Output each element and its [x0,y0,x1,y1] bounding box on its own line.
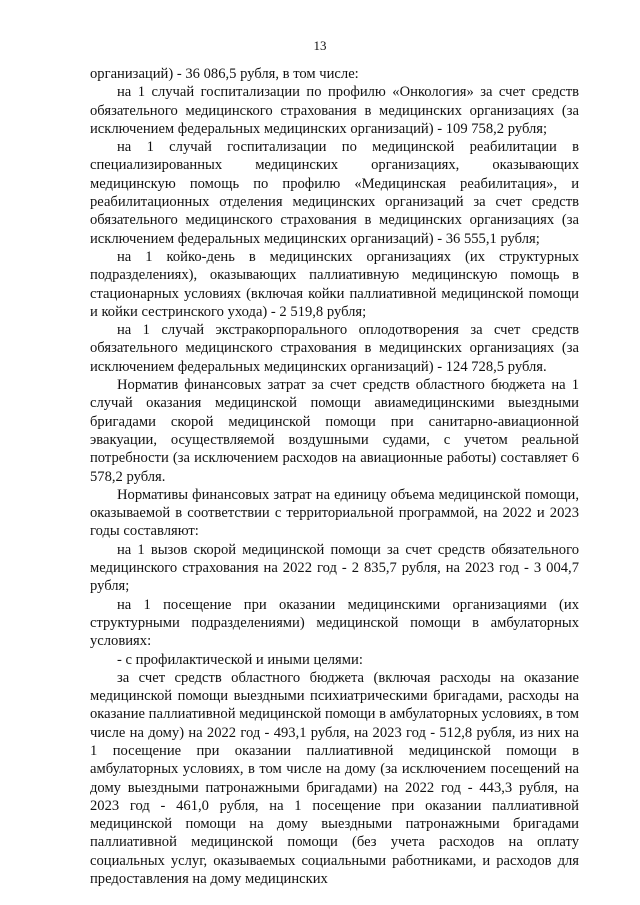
paragraph: на 1 вызов скорой медицинской помощи за счет средств обязательного медицинского страхования на 2022 год - 2 835,7 рубля, на 2023 год - 3 004,7 рубля; [90,541,579,595]
paragraph: на 1 посещение при оказании медицинскими организациями (их структурными подразделениями) медицинской помощи в амбулаторных условиях: [90,596,579,650]
paragraph: Норматив финансовых затрат за счет средств областного бюджета на 1 случай оказания медицинской помощи авиамедицинскими выездными бригадами скорой медицинской помощи при санитарно-авиационной эвакуации, осуществляемой воздушными судами, с учетом реальной потребности (за исключением расходов на авиационные работы) составляет 6 578,2 рубля. [90,377,579,485]
paragraph: на 1 случай госпитализации по профилю «Онкология» за счет средств обязательного медицинского страхования в медицинских организациях (за исключением федеральных медицинских организаций) - 109 758,2 рубля; [90,84,579,137]
document-body [90,65,579,888]
paragraph: на 1 случай экстракорпорального оплодотворения за счет средств обязательного медицинского страхования в медицинских организациях (за исключением федеральных медицинских организаций) - 124 728,5 рубля. [90,322,579,375]
paragraph: за счет средств областного бюджета (включая расходы на оказание медицинской помощи выездными психиатрическими бригадами, расходы на оказание паллиативной медицинской помощи в амбулаторных условиях, в том числе на дому) на 2022 год - 493,1 рубля, на 2023 год - 512,8 рубля, из них на 1 посещение при оказании паллиативной медицинской помощи в амбулаторных условиях, в том числе на дому (за исключением посещений на дому выездными патронажными бригадами) на 2022 год - 443,3 рубля, на 2023 год - 461,0 рубля, на 1 посещение при оказании паллиативной медицинской помощи на дому выездными патронажными бригадами паллиативной медицинской помощи (без учета расходов на оплату социальных услуг, оказываемых социальными работниками, и расходов для предоставления на дому медицинских [90,669,579,888]
paragraph: - с профилактической и иными целями: [117,651,363,668]
paragraph: Нормативы финансовых затрат на единицу объема медицинской помощи, оказываемой в соответствии с территориальной программой, на 2022 и 2023 годы составляют: [90,486,579,540]
paragraph: на 1 койко-день в медицинских организациях (их структурных подразделениях), оказывающих паллиативную медицинскую помощь в стационарных условиях (включая койки паллиативной медицинской помощи и койки сестринского ухода) - 2 519,8 рубля; [90,248,579,320]
page-number: 13 [313,38,327,53]
paragraph: на 1 случай госпитализации по медицинской реабилитации в специализированных медицинских организациях, оказывающих медицинскую помощь по профилю «Медицинская реабилитация», и реабилитационных отделения медицинских организаций за счет средств обязательного медицинского страхования в медицинских организациях (за исключением федеральных медицинских организаций) - 36 555,1 рубля; [90,139,579,247]
paragraph: организаций) - 36 086,5 рубля, в том числе: [90,66,359,82]
